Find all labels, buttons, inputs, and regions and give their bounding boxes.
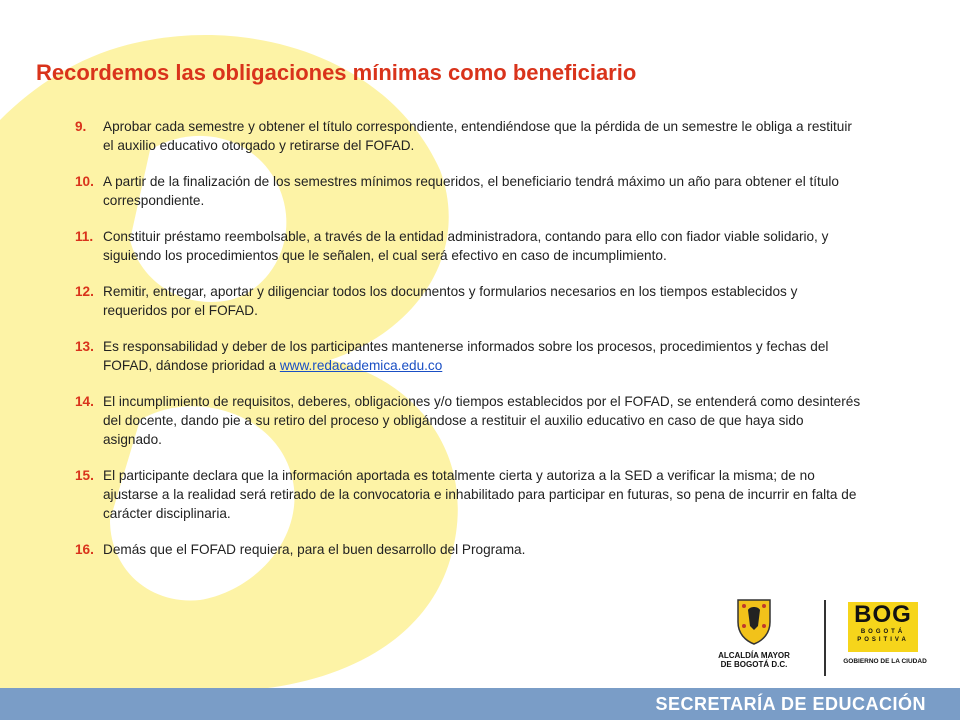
item-text-with-link bbox=[103, 337, 865, 375]
item-text: El incumplimiento de requisitos, deberes, obligaciones y/o tiempos establecidos por el FOFAD, se entenderá como desinterés del docente, dando pie a su retiro del proceso y obligándose a restituir el auxilio educativo en caso de que haya sido asignado. bbox=[103, 394, 861, 447]
item-number: 16. bbox=[75, 542, 94, 557]
item-text: El participante declara que la información aportada es totalmente cierta y autoriza a la SED a verificar la misma; de no ajustarse a la realidad será retirado de la convocatoria e inhabilitado para participar en futuras, so pena de incurrir en falta de carácter disciplinaria. bbox=[103, 468, 857, 521]
list-item bbox=[75, 337, 865, 375]
item-number: 14. bbox=[75, 394, 94, 409]
footer-label: SECRETARÍA DE EDUCACIÓN bbox=[655, 694, 926, 714]
alcaldia-line2: DE BOGOTÁ D.C. bbox=[720, 660, 788, 669]
logos-area bbox=[706, 596, 936, 680]
coat-of-arms-icon bbox=[734, 596, 774, 646]
item-text: Es responsabilidad y deber de los participantes mantenerse informados sobre los procesos, procedimientos y fechas del FOFAD, dándose prioridad a bbox=[103, 339, 829, 373]
bog-logo bbox=[848, 602, 918, 652]
alcaldia-line1: ALCALDÍA MAYOR bbox=[718, 651, 790, 660]
item-text: Remitir, entregar, aportar y diligenciar todos los documentos y formularios necesarios en los tiempos establecidos y requeridos por el FOFAD. bbox=[103, 284, 798, 318]
bog-sub-text-1: BOGOTÁ bbox=[860, 629, 906, 635]
page-title: Recordemos las obligaciones mínimas como beneficiario bbox=[36, 60, 637, 85]
bog-main-text: BOG bbox=[854, 601, 912, 628]
footer-bar bbox=[0, 688, 960, 720]
list-item bbox=[75, 172, 865, 210]
bog-sub-text-2: POSITIVA bbox=[857, 637, 909, 643]
item-number: 9. bbox=[75, 119, 87, 134]
list-item bbox=[75, 282, 865, 320]
item-number: 15. bbox=[75, 468, 94, 483]
list-item bbox=[75, 117, 865, 155]
item-number: 13. bbox=[75, 339, 94, 354]
list-item bbox=[75, 466, 865, 523]
item-text: Demás que el FOFAD requiera, para el buen desarrollo del Programa. bbox=[103, 542, 526, 557]
list-item bbox=[75, 227, 865, 265]
redacademica-link[interactable]: www.redacademica.edu.co bbox=[279, 358, 443, 373]
item-number: 11. bbox=[75, 229, 94, 244]
item-text: Aprobar cada semestre y obtener el título correspondiente, entendiéndose que la pérdida de un semestre le obliga a restituir el auxilio educativo otorgado y retirarse del FOFAD. bbox=[103, 119, 852, 153]
obligations-list bbox=[75, 117, 865, 576]
logo-divider bbox=[824, 600, 826, 676]
list-item bbox=[75, 540, 865, 559]
item-number: 10. bbox=[75, 174, 94, 189]
item-text: A partir de la finalización de los semestres mínimos requeridos, el beneficiario tendrá máximo un año para obtener el título correspondiente. bbox=[103, 174, 839, 208]
item-text: Constituir préstamo reembolsable, a través de la entidad administradora, contando para ello con fiador viable solidario, y siguiendo los procedimientos que le señalen, el cual será efectivo en caso de incumplimiento. bbox=[103, 229, 829, 263]
gobierno-label: GOBIERNO DE LA CIUDAD bbox=[843, 658, 927, 665]
alcaldia-logo bbox=[706, 596, 802, 680]
item-number: 12. bbox=[75, 284, 94, 299]
list-item bbox=[75, 392, 865, 449]
